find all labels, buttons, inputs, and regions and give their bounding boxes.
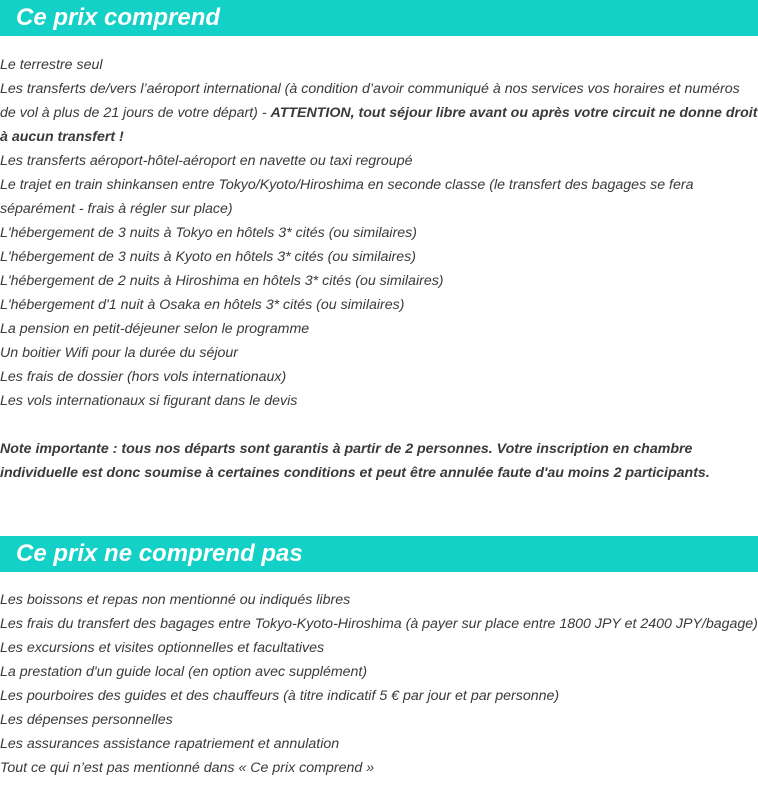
list-item: Les excursions et visites optionnelles et facultatives (0, 640, 325, 656)
excluded-header: Ce prix ne comprend pas (0, 536, 758, 572)
list-item: Les frais de dossier (hors vols internationaux) (0, 369, 287, 385)
list-item: Les transferts aéroport-hôtel-aéroport en navette ou taxi regroupé (0, 153, 413, 169)
excluded-list (0, 588, 758, 780)
list-item: Les boissons et repas non mentionné ou indiqués libres (0, 592, 351, 608)
list-item: Un boitier Wifi pour la durée du séjour (0, 345, 239, 361)
included-header: Ce prix comprend (0, 0, 758, 36)
list-item: L'hébergement d'1 nuit à Osaka en hôtels 3* cités (ou similaires) (0, 297, 405, 313)
list-item-text: Les transferts de/vers l’aéroport international (à condition d’avoir communiqué à nos services vos horaires et numéros de vol à plus de 21 jours de votre départ) - (0, 81, 740, 121)
list-item (0, 77, 758, 149)
important-note: Note importante : tous nos départs sont garantis à partir de 2 personnes. Votre inscription en chambre individuelle est donc soumise à certaines conditions et peut être annulée faute d'au moins 2 participants. (0, 441, 710, 481)
list-item: Les dépenses personnelles (0, 712, 173, 728)
list-item: L'hébergement de 3 nuits à Kyoto en hôtels 3* cités (ou similaires) (0, 249, 416, 265)
list-item: Le terrestre seul (0, 57, 103, 73)
list-item: L'hébergement de 2 nuits à Hiroshima en hôtels 3* cités (ou similaires) (0, 273, 444, 289)
list-item: L'hébergement de 3 nuits à Tokyo en hôtels 3* cités (ou similaires) (0, 225, 417, 241)
list-item: Les assurances assistance rapatriement et annulation (0, 736, 340, 752)
list-item: La prestation d'un guide local (en option avec supplément) (0, 664, 368, 680)
list-item: Le trajet en train shinkansen entre Tokyo/Kyoto/Hiroshima en seconde classe (le transfert des bagages se fera séparément - frais à régler sur place) (0, 177, 694, 217)
included-list (0, 53, 758, 413)
attention-notice: ATTENTION, tout séjour libre avant ou après votre circuit ne donne droit à aucun transfert ! (0, 105, 758, 145)
excluded-section (0, 536, 758, 780)
list-item: Les frais du transfert des bagages entre Tokyo-Kyoto-Hiroshima (à payer sur place entre 1800 JPY et 2400 JPY/bagage) (0, 616, 758, 632)
list-item: Les pourboires des guides et des chauffeurs (à titre indicatif 5 € par jour et par personne) (0, 688, 560, 704)
list-item: La pension en petit-déjeuner selon le programme (0, 321, 310, 337)
list-item: Les vols internationaux si figurant dans le devis (0, 393, 298, 409)
list-item: Tout ce qui n’est pas mentionné dans « Ce prix comprend » (0, 760, 375, 776)
